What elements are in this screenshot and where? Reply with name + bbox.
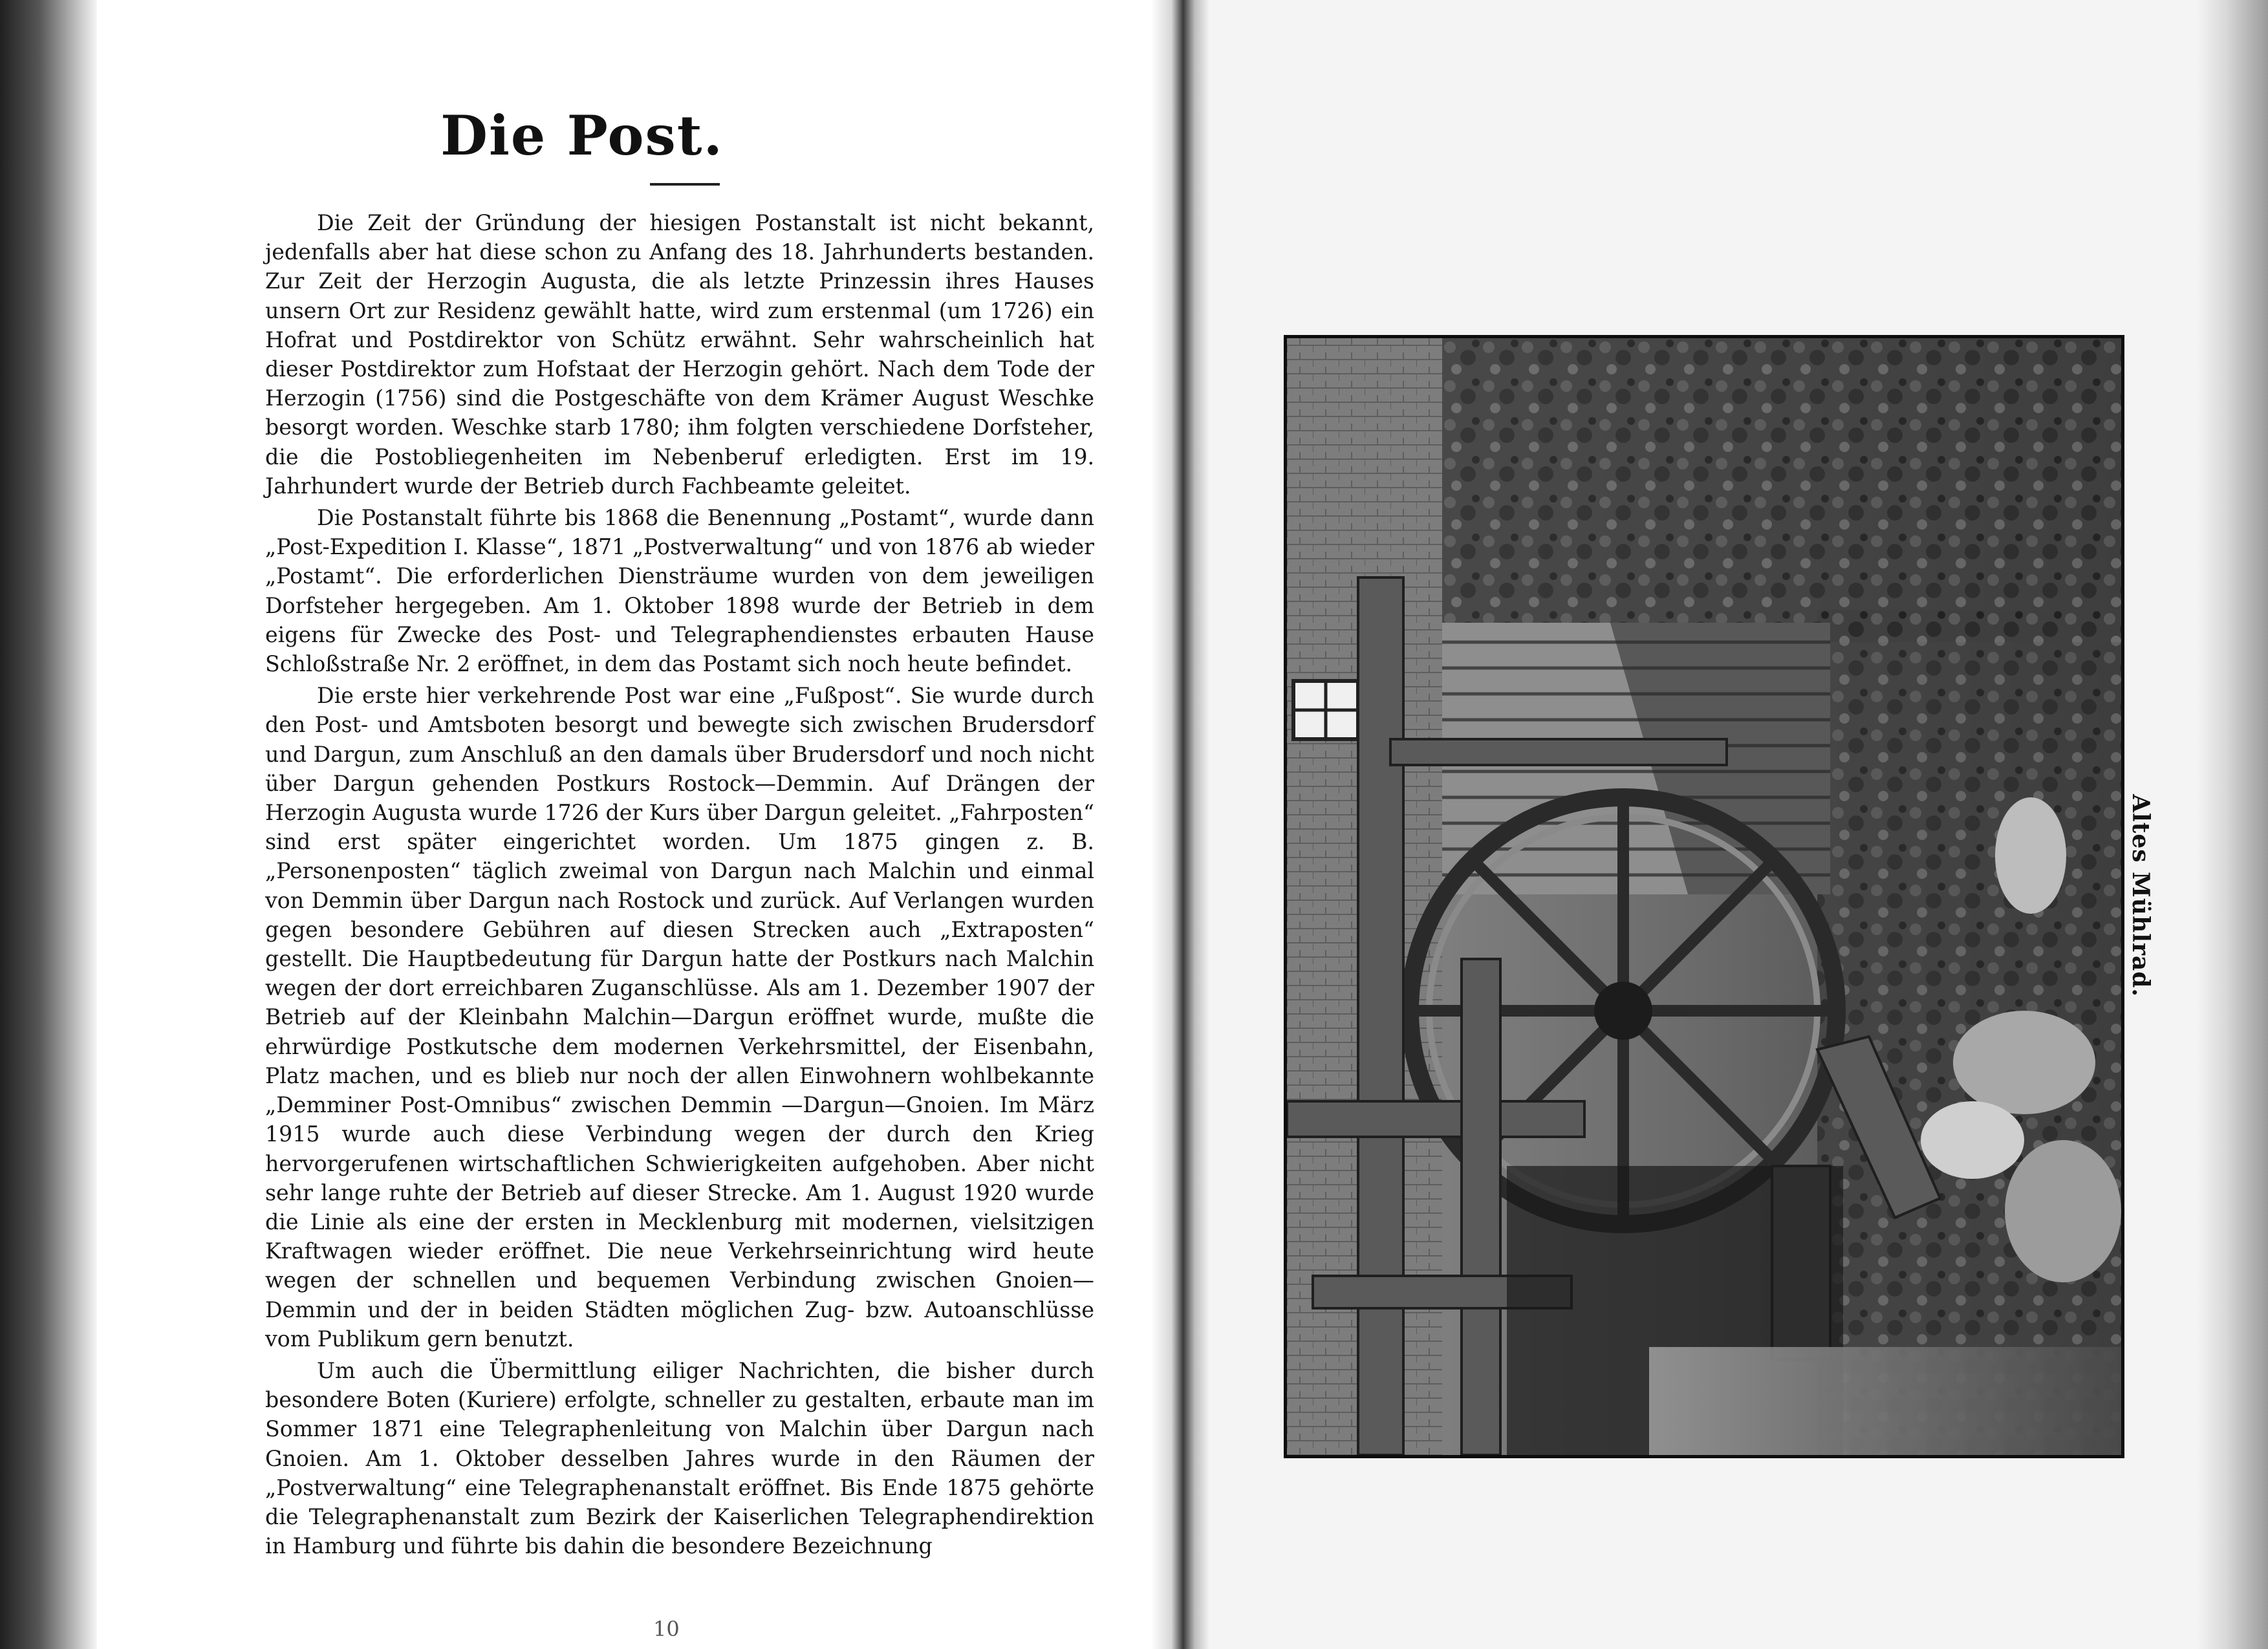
page-title: Die Post. — [440, 103, 724, 167]
paragraph-3: Die erste hier verkehrende Post war eine „Fußpost“. Sie wurde durch den Post- und Amtsboten besorgt und bewegte sich zwischen Brudersdorf und Dargun, zum Anschluß an den damals über Brudersdorf und noch nicht über Dargun gehenden Postkurs Rostock—Demmin. Auf Drängen der Herzogin Augusta wurde 1726 der Kurs über Dargun geleitet. „Fahrposten“ sind erst später eingerichtet worden. Um 1875 gingen z. B. „Personenposten“ täglich zweimal von Dargun nach Malchin und einmal von Demmin über Dargun nach Rostock und zurück. Auf Verlangen wurden gegen besondere Gebühren auf diesen Strecken auch „Extraposten“ gestellt. Die Hauptbedeutung für Dargun hatte der Postkurs nach Malchin wegen der dort erreichbaren Zuganschlüsse. Als am 1. Dezember 1907 der Betrieb auf der Kleinbahn Malchin—Dargun eröffnet wurde, mußte die ehrwürdige Postkutsche dem modernen Verkehrsmittel, der Eisenbahn, Platz machen, und es blieb nur noch der allen Einwohnern wohlbekannte „Demminer Post-Omnibus“ zwischen Demmin —Dargun—Gnoien. Im März 1915 wurde auch diese Verbindung wegen der durch den Krieg hervorgerufenen wirtschaftlichen Schwierigkeiten aufgehoben. Aber nicht sehr lange ruhte der Betrieb auf dieser Strecke. Am 1. August 1920 wurde die Linie als eine der ersten in Mecklenburg mit modernen, vielsitzigen Kraftwagen wieder eröffnet. Die neue Verkehrseinrichtung wird heute wegen der schnellen und bequemen Verbindung zwischen Gnoien—Demmin und der in beiden Städten möglichen Zug- bzw. Autoanschlüsse vom Publikum gern benutzt. — [265, 683, 1094, 1352]
left-book-edge — [0, 0, 97, 1649]
article-body — [265, 208, 1094, 1560]
paragraph-1: Die Zeit der Gründung der hiesigen Postanstalt ist nicht bekannt, jedenfalls aber hat diese schon zu Anfang des 18. Jahrhunderts bestanden. Zur Zeit der Herzogin Augusta, die als letzte Prinzessin ihres Hauses unsern Ort zur Residenz gewählt hatte, wird zum erstenmal (um 1726) ein Hofrat und Postdirektor von Schütz erwähnt. Sehr wahrscheinlich hat dieser Postdirektor zum Hofstaat der Herzogin gehört. Nach dem Tode der Herzogin (1756) sind die Postgeschäfte von dem Krämer August Weschke besorgt worden. Weschke starb 1780; ihm folgten verschiedene Dorfsteher, die die Postobliegenheiten im Nebenberuf erledigten. Erst im 19. Jahrhundert wurde der Betrieb durch Fachbeamte geleitet. — [265, 210, 1094, 499]
mill-wheel-photo — [1284, 335, 2124, 1458]
title-divider — [650, 183, 720, 186]
paragraph-4: Um auch die Übermittlung eiliger Nachrichten, die bisher durch besondere Boten (Kuriere) erfolgte, schneller zu gestalten, erbaute man im Sommer 1871 eine Telegraphenleitung von Malchin über Dargun nach Gnoien. Am 1. Oktober desselben Jahres wurde in den Räumen der „Postverwaltung“ eine Telegraphenanstalt eröffnet. Bis Ende 1875 gehörte die Telegraphenanstalt zum Bezirk der Kaiserlichen Telegraphendirektion in Hamburg und führte bis dahin die besondere Bezeichnung — [265, 1357, 1094, 1559]
book-gutter — [1151, 0, 1209, 1649]
paragraph-2: Die Postanstalt führte bis 1868 die Benennung „Postamt“, wurde dann „Post-Expedition I. Klasse“, 1871 „Postverwaltung“ und von 1876 ab wieder „Postamt“. Die erforderlichen Diensträume wurden von dem jeweiligen Dorfsteher hergegeben. Am 1. Oktober 1898 wurde der Betrieb in dem eigens für Zwecke des Post- und Telegraphendienstes erbauten Hause Schloßstraße Nr. 2 eröffnet, in dem das Postamt sich noch heute befindet. — [265, 505, 1094, 677]
right-book-edge — [2197, 0, 2268, 1649]
page-number: 10 — [653, 1617, 680, 1641]
photo-caption-text: Altes Mühlrad. — [2127, 794, 2154, 997]
